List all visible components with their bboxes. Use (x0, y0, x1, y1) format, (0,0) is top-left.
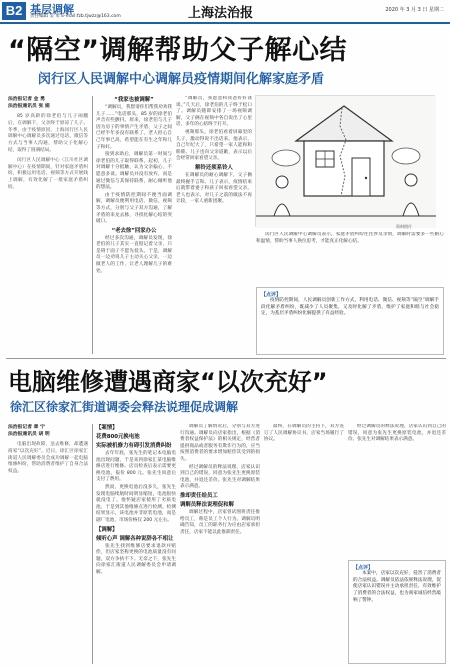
masthead-rule (0, 22, 450, 24)
story1-commentary-box (256, 287, 444, 355)
story2-headline: 电脑维修遭遇商家“以次充好” (8, 368, 328, 396)
story1-illustration (255, 95, 435, 227)
story2-subheadline: 徐汇区徐家汇街道调委会释法说理促成调解 (10, 400, 239, 414)
story2-subhead-c: 推却责任给员工 (180, 492, 218, 499)
story1-commentary-text: 疫情防控期间，人民调解员创新工作方式，利用电话、微信、视频等“隔空”调解手段化解矛盾纠纷，既减少了人员聚集，又及时化解了矛盾，维护了家庭和睦与社会稳定，为基层矛盾纠纷化解提供了有益经验。 (261, 298, 439, 317)
section-name: 基层调解 (30, 3, 74, 16)
story1-para-d: 在调解员的耐心调解下，父子俩最终握手言和。儿子表示，疫情结束后就带着妻子和孩子回家看望父亲。老人也表示，对儿子之前的做法不再计较，一家人重新团聚。 (176, 172, 252, 205)
story1-para-c2: 视频那头，徐老伯看着屏幕里的儿子，激动得说不出话来。他表示，自己年纪大了，只希望一家人能和和睦睦。儿子也向父亲道歉，表示以后会经常回家看望父亲。 (176, 129, 252, 162)
story2-section-tag-b: 【调解】 (96, 526, 118, 533)
story1-intro: 85 岁高龄的徐老伯与儿子闹翻后，在调解下，父亲终于原谅了儿子。冬季，由于疫情原因，上海闵行区人民调解中心调解员多次通过电话、微信等方式与当事人沟通，帮助父子化解心结，取得了圆满结局。 (8, 114, 88, 153)
story2-subhead-c2: 调解员释法说理促和解 (180, 501, 234, 508)
story2-byline-2: 法治报通讯员 胡 明 (8, 432, 50, 437)
story2-para-c: 调解员了解情况后，分别与双方进行沟通。调解员向店家指出，根据《消费者权益保护法》的相关规定，经营者提供商品或者服务有欺诈行为的，应当按照消费者的要求增加赔偿其受到的损失。 (180, 424, 260, 462)
story2-column-5 (348, 424, 446, 556)
story1-byline-1: 法治报记者 金 勇 (8, 97, 45, 102)
story2-para-e: 最终，在调解员的主持下，双方签订了人民调解协议书，店家当场履行了协议。 (264, 424, 344, 443)
story1-headline: “隔空”调解帮助父子解心结 (8, 35, 347, 66)
story2-byline-1: 法治报记者 章 宁 (8, 425, 45, 430)
story1-subhead-a: “我家也被调解” (114, 97, 154, 103)
column-divider (92, 96, 93, 354)
story2-para-b: 张先生找到维修店要求退款并赔偿，但店家坚称更换的电池质量没有问题，双方争执不下。无奈之下，张先生向徐家汇街道人民调解委员会申请调解。 (96, 543, 176, 575)
story1-para-c: “调解员，我愿意和我爸好好谈谈。”几天后，徐老伯的儿子终于松口了。调解员随即安排了一场视频调解，父子俩在视频中各自说出了心里话，多年的心结终于打开。 (176, 96, 252, 128)
story2-subhead-b: 倾听心声 调解各种说辞各不相让 (96, 535, 174, 542)
story2-section-tag-a: 【案情】 (96, 425, 118, 431)
story1-subheadline: 闵行区人民调解中心调解员疫情期间化解家庭矛盾 (38, 72, 325, 87)
story2-commentary-tag: 【点评】 (353, 565, 374, 571)
story2-column-3 (180, 424, 260, 664)
story1-para-a3: 由于疫情防控期间不便当面调解，调解员便利用电话、微信、视频等方式，分别与父子双方沟通，了解矛盾的来龙去脉，寻找化解心结的突破口。 (96, 192, 172, 225)
story2-para-a2: 然而，更换电池后没多久，张先生发现电脑续航时间明显缩短，电池很快就没电了。他怀疑店家使用了劣质电池，于是到其他维修点进行检测。检测结果显示，该电池并非原装电池，而是副厂电池，市场价格仅 200 元左右。 (96, 484, 176, 523)
story1-para-e: 闵行区人民调解中心调解员表示，家庭矛盾纠纷往往涉及亲情，调解时需要多一些耐心和温情，帮助当事人换位思考，才能真正化解心结。 (256, 232, 444, 244)
story2-column-2 (96, 424, 176, 664)
story1-column-2 (96, 96, 172, 354)
story2-para-c2: 经过调解员的释法说理，店家认识到自己的错误，同意为张先生更换原装电池，并退还差价。张先生对调解结果表示满意。 (180, 464, 260, 490)
story2-subhead-a: 花费800元换电池 (96, 434, 140, 440)
story1-para-b: 经过多次沟通，调解员发现，徐老伯的儿子其实一直惦记着父亲，只是碍于面子不愿先低头。于是，调解员一边劝说儿子主动关心父亲，一边做老人的工作，让老人理解儿子的难处。 (96, 235, 172, 274)
paper-name: 上海法治报 (188, 6, 254, 21)
story1-para-a2: 接到求助后，调解员第一时间与徐老伯的儿子取得联系。起初，儿子对调解十分抵触，认为父亲偏心，不愿意多谈。调解员并没有放弃，而是通过微信与其保持联系，耐心倾听他的想法。 (96, 152, 172, 191)
story1-intro-column (8, 96, 88, 354)
page-number: B2 (2, 2, 26, 20)
issue-date: 2020 年 3 月 3 日 星期二 (385, 7, 444, 13)
story1-subhead-b: “老去徐”回家办公 (111, 227, 157, 234)
story2-column-4 (264, 424, 344, 664)
story1-intro-2: 闵行区人民调解中心（江川社区调解中心）在疫情期间，针对家庭矛盾纠纷，积极运用电话、视频等方式开展线上调解，有效化解了一批家庭矛盾纠纷。 (8, 157, 88, 190)
story2-para-e-cont: 经过调解员的释法说理，店家认识到自己的错误，同意为张先生更换原装电池，并退还差价。张先生对调解结果表示满意。 (348, 424, 446, 443)
story2-para-d: 调解过程中，店家曾试图将责任推给员工，称是员工个人行为。调解员明确告知，员工的职务行为应由店家承担责任，店家不能以此推卸责任。 (180, 509, 260, 535)
masthead (0, 0, 450, 22)
house-illustration-icon (256, 96, 436, 228)
story1-para-a: “调解员，我想请你们帮我劝劝我儿子……”电话那头，85 岁的徐老伯声音有些颤抖。原来，徐老伯与儿子因为房子的事情产生矛盾，父子之间已经半年多没有联系了。老人担心自己年事已高，希望能在有生之年和儿子和好。 (96, 105, 172, 150)
story2-commentary-box (348, 560, 446, 664)
story1-commentary-tag: 【点评】 (261, 292, 282, 298)
story2-intro: 电脑出现故障，送去维修，却遭遇商家“以次充好”。近日，徐汇区徐家汇街道人民调解委员会成功调解一起电脑维修纠纷，帮助消费者维护了自身合法权益。 (8, 442, 88, 475)
story2-commentary-text: 本案中，店家以次充好，侵害了消费者的合法权益。调解员依法依规释法说理，促使店家认识错误并主动承担责任，有效维护了消费者的合法权益，也为商家诚信经营敲响了警钟。 (353, 571, 441, 603)
story2-intro-column (8, 424, 88, 664)
story2-para-a: 去年年底，张先生的笔记本电脑电池出现问题，于是来到徐家汇某电脑维修店进行维修。店员检查后表示需要更换电池，报价 800 元。张先生同意后支付了费用。 (96, 451, 176, 483)
story1-column-4 (256, 232, 444, 285)
story1-byline-2: 法治报通讯员 张 娟 (8, 104, 50, 109)
column-divider (92, 424, 93, 664)
section-divider (6, 358, 446, 359)
story1-column-3 (176, 96, 252, 354)
illustration-caption: 资料图片 (396, 224, 412, 229)
editor-meta: 责任编辑 吴 勇 E-mail:fzb.tjwzz@163.com (30, 14, 121, 19)
story2-subhead-a2: 实际被机修力有碍引发消费纠纷 (96, 443, 172, 449)
story1-subhead-c: 解铃还须系铃人 (195, 164, 233, 171)
